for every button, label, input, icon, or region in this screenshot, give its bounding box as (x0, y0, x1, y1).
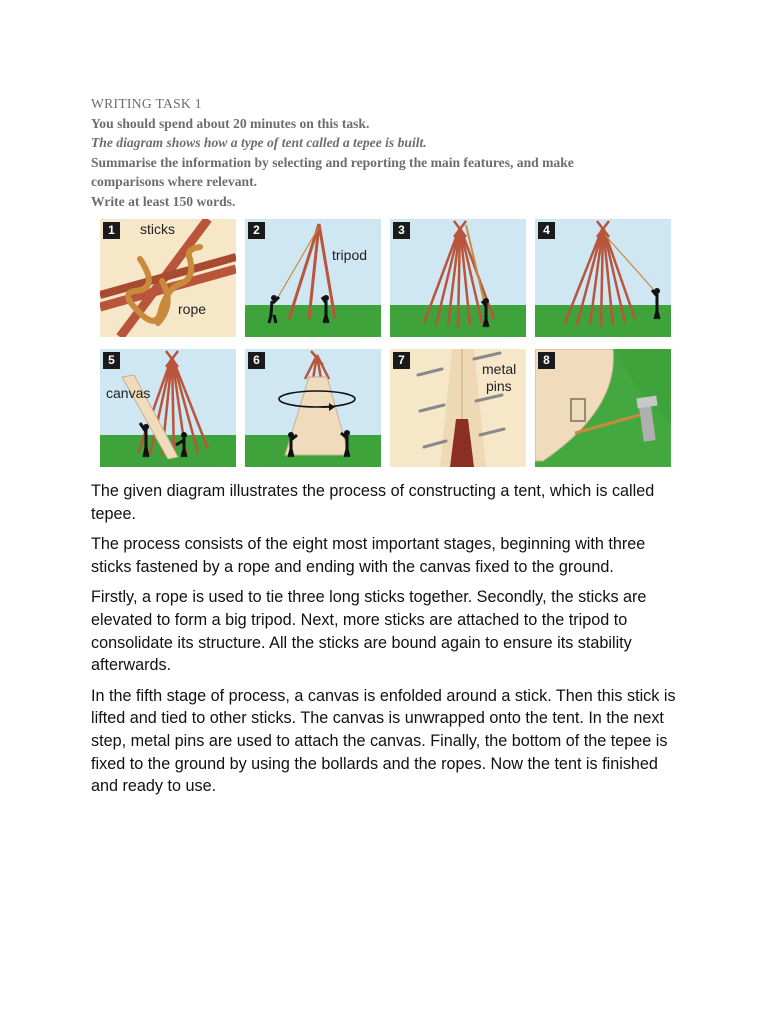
tripod-illustration (245, 219, 381, 337)
task-summarise-instruction-cont: comparisons where relevant. (91, 174, 257, 189)
canvas-wrap-illustration (245, 349, 381, 467)
essay-paragraph-4: In the fifth stage of process, a canvas is enfolded around a stick. Then this stick is lifted and tied to other sticks. The canvas is unwrapped onto the tent. In the next step, metal pins are used to attach the canvas. Finally, the bottom of the tepee is fixed to the ground by using the bollards and the ropes. Now the tent is finished and ready to use. (91, 686, 676, 796)
diagram-panel-2 (245, 219, 381, 337)
diagram-panel-3 (390, 219, 526, 337)
task-diagram-description: The diagram shows how a type of tent called a tepee is built. (91, 135, 427, 150)
essay-paragraph-1: The given diagram illustrates the process of constructing a tent, which is called tepee. (91, 482, 655, 523)
diagram-panel-4 (535, 219, 671, 337)
diagram-panel-7 (390, 349, 526, 467)
more-sticks-illustration (390, 219, 526, 337)
step-number: 1 (103, 222, 120, 239)
binding-illustration (535, 219, 671, 337)
label-metal: metal (482, 361, 517, 377)
task-title: WRITING TASK 1 (91, 96, 202, 111)
task-summarise-instruction: Summarise the information by selecting and reporting the main features, and make (91, 154, 574, 170)
essay-text (91, 480, 681, 806)
diagram-panel-1 (100, 219, 236, 337)
label-canvas: canvas (106, 385, 151, 401)
step-number: 5 (103, 352, 120, 369)
step-number: 4 (538, 222, 555, 239)
task-time-instruction: You should spend about 20 minutes on this task. (91, 115, 370, 131)
essay-paragraph-3: Firstly, a rope is used to tie three long sticks together. Secondly, the sticks are elevated to form a big tripod. Next, more sticks are attached to the tripod to consolidate its structure. All the sticks are bound again to ensure its stability afterwards. (91, 588, 647, 675)
step-number: 3 (393, 222, 410, 239)
step-number: 2 (248, 222, 265, 239)
canvas-lift-illustration (100, 349, 236, 467)
label-tripod: tripod (332, 247, 368, 263)
bollard-rope-illustration (535, 349, 671, 467)
step-number: 6 (248, 352, 265, 369)
diagram-panel-8 (535, 349, 671, 467)
step-number: 8 (538, 352, 555, 369)
label-rope: rope (178, 301, 207, 317)
step-number: 7 (393, 352, 410, 369)
task-instructions (91, 94, 651, 211)
diagram-panel-5 (100, 349, 236, 467)
task-word-count: Write at least 150 words. (91, 193, 236, 209)
label-sticks: sticks (140, 221, 175, 237)
diagram-panel-6 (245, 349, 381, 467)
essay-paragraph-2: The process consists of the eight most important stages, beginning with three sticks fastened by a rope and ending with the canvas fixed to the ground. (91, 535, 646, 576)
label-pins: pins (486, 378, 512, 394)
